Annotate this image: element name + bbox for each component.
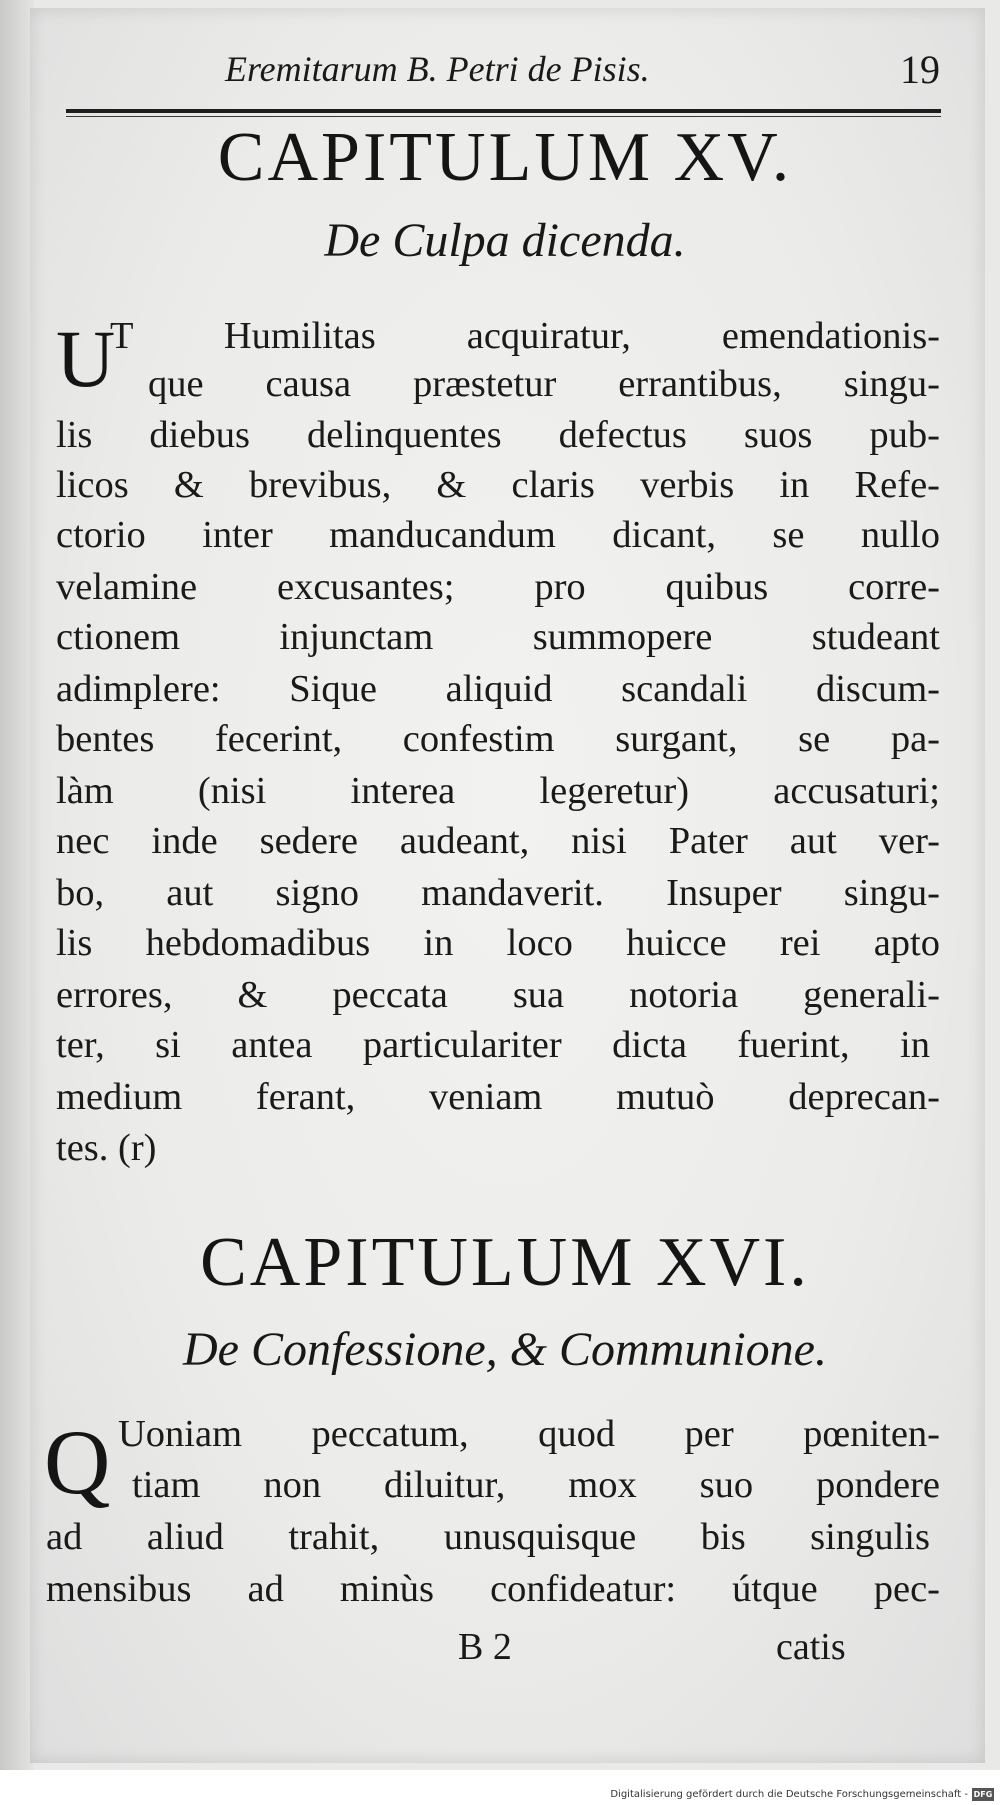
text-line: lis hebdomadibus in loco huicce rei apto bbox=[56, 922, 940, 964]
chapter-xvi-subtitle: De Confessione, & Communione. bbox=[183, 1323, 827, 1376]
text-line: nec inde sedere audeant, nisi Pater aut ver- bbox=[56, 820, 940, 862]
text-line: tes. (r) bbox=[56, 1127, 157, 1169]
chapter-xv-drop-initial: U bbox=[56, 313, 116, 404]
chapter-xv-title: CAPITULUM XV. bbox=[217, 119, 793, 196]
header-rule bbox=[66, 109, 941, 113]
chapter-xvi-drop-initial: Q bbox=[44, 1411, 111, 1513]
text-line: errores, & peccata sua notoria generali- bbox=[56, 974, 940, 1016]
text-line: ctionem injunctam summopere studeant bbox=[56, 616, 940, 658]
dfg-logo: DFG bbox=[973, 1790, 993, 1799]
header-rule-thin bbox=[66, 116, 941, 117]
running-head: Eremitarum B. Petri de Pisis. bbox=[225, 49, 650, 89]
text-line: T Humilitas acquiratur, emendationis- bbox=[110, 315, 940, 357]
text-line: ctorio inter manducandum dicant, se nullo bbox=[56, 514, 940, 556]
text-line: lis diebus delinquentes defectus suos pub- bbox=[56, 414, 940, 456]
text-line: tiam non diluitur, mox suo pondere bbox=[132, 1464, 940, 1506]
chapter-xv-subtitle: De Culpa dicenda. bbox=[324, 214, 686, 267]
text-line: Uoniam peccatum, quod per pœniten- bbox=[118, 1413, 940, 1455]
text-line: medium ferant, veniam mutuò deprecan- bbox=[56, 1076, 940, 1118]
text-line: ter, si antea particulariter dicta fuerint, in bbox=[56, 1024, 930, 1066]
text-line: adimplere: Sique aliquid scandali discum- bbox=[56, 668, 940, 710]
signature-mark: B 2 bbox=[458, 1626, 512, 1668]
book-gutter-edge bbox=[0, 0, 34, 1770]
text-line: làm (nisi interea legeretur) accusaturi; bbox=[56, 770, 940, 812]
catchword: catis bbox=[776, 1626, 846, 1668]
text-line: bentes fecerint, confestim surgant, se pa- bbox=[56, 718, 940, 760]
text-line: que causa præstetur errantibus, singu- bbox=[148, 363, 940, 405]
text-line: bo, aut signo mandaverit. Insuper singu- bbox=[56, 872, 940, 914]
digitization-credit: Digitalisierung gefördert durch die Deutsche Forschungsgemeinschaft - bbox=[610, 1789, 968, 1800]
chapter-xvi-title: CAPITULUM XVI. bbox=[200, 1224, 810, 1301]
text-line: ad aliud trahit, unusquisque bis singulis bbox=[46, 1516, 930, 1558]
page-number: 19 bbox=[900, 47, 940, 92]
text-line: licos & brevibus, & claris verbis in Refe- bbox=[56, 464, 940, 506]
page-header bbox=[60, 42, 950, 102]
text-line: velamine excusantes; pro quibus corre- bbox=[56, 566, 940, 608]
text-line: mensibus ad minùs confideatur: útque pec- bbox=[46, 1568, 940, 1610]
